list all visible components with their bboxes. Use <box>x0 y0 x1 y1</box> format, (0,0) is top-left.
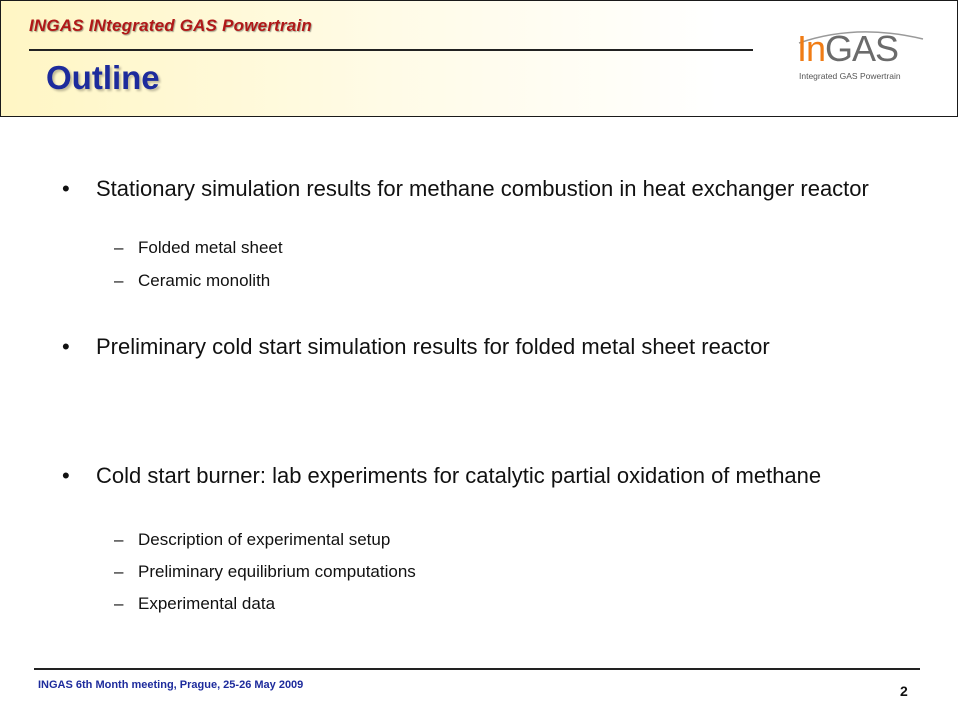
bullet-marker: • <box>62 463 70 488</box>
dash-marker: – <box>114 238 124 257</box>
outline-item-text: Preliminary cold start simulation results for folded metal sheet reactor <box>96 334 770 359</box>
bullet-marker: • <box>62 176 70 201</box>
outline-subitem-text: Folded metal sheet <box>138 238 283 257</box>
bullet-marker: • <box>62 334 70 359</box>
dash-marker: – <box>114 594 124 613</box>
logo-subtitle: Integrated GAS Powertrain <box>799 71 901 81</box>
footer-meeting-info: INGAS 6th Month meeting, Prague, 25-26 May 2009 <box>38 679 304 691</box>
footer-divider <box>34 668 920 670</box>
dash-marker: – <box>114 530 124 549</box>
logo-gas-text: GAS <box>825 28 899 69</box>
outline-subitem-text: Ceramic monolith <box>138 271 271 290</box>
project-tag: INGAS INtegrated GAS Powertrain <box>29 16 312 35</box>
dash-marker: – <box>114 562 124 581</box>
outline-subitem-text: Preliminary equilibrium computations <box>138 562 416 581</box>
dash-marker: – <box>114 271 124 290</box>
outline-item-text: Cold start burner: lab experiments for catalytic partial oxidation of methane <box>96 463 822 488</box>
outline-item-text: Stationary simulation results for methane combustion in heat exchanger reactor <box>96 176 869 201</box>
page-number: 2 <box>900 683 908 699</box>
logo-in-text: In <box>797 28 826 69</box>
slide-title: Outline <box>46 59 160 96</box>
outline-subitem-text: Description of experimental setup <box>138 530 391 549</box>
outline-subitem-text: Experimental data <box>138 594 276 613</box>
